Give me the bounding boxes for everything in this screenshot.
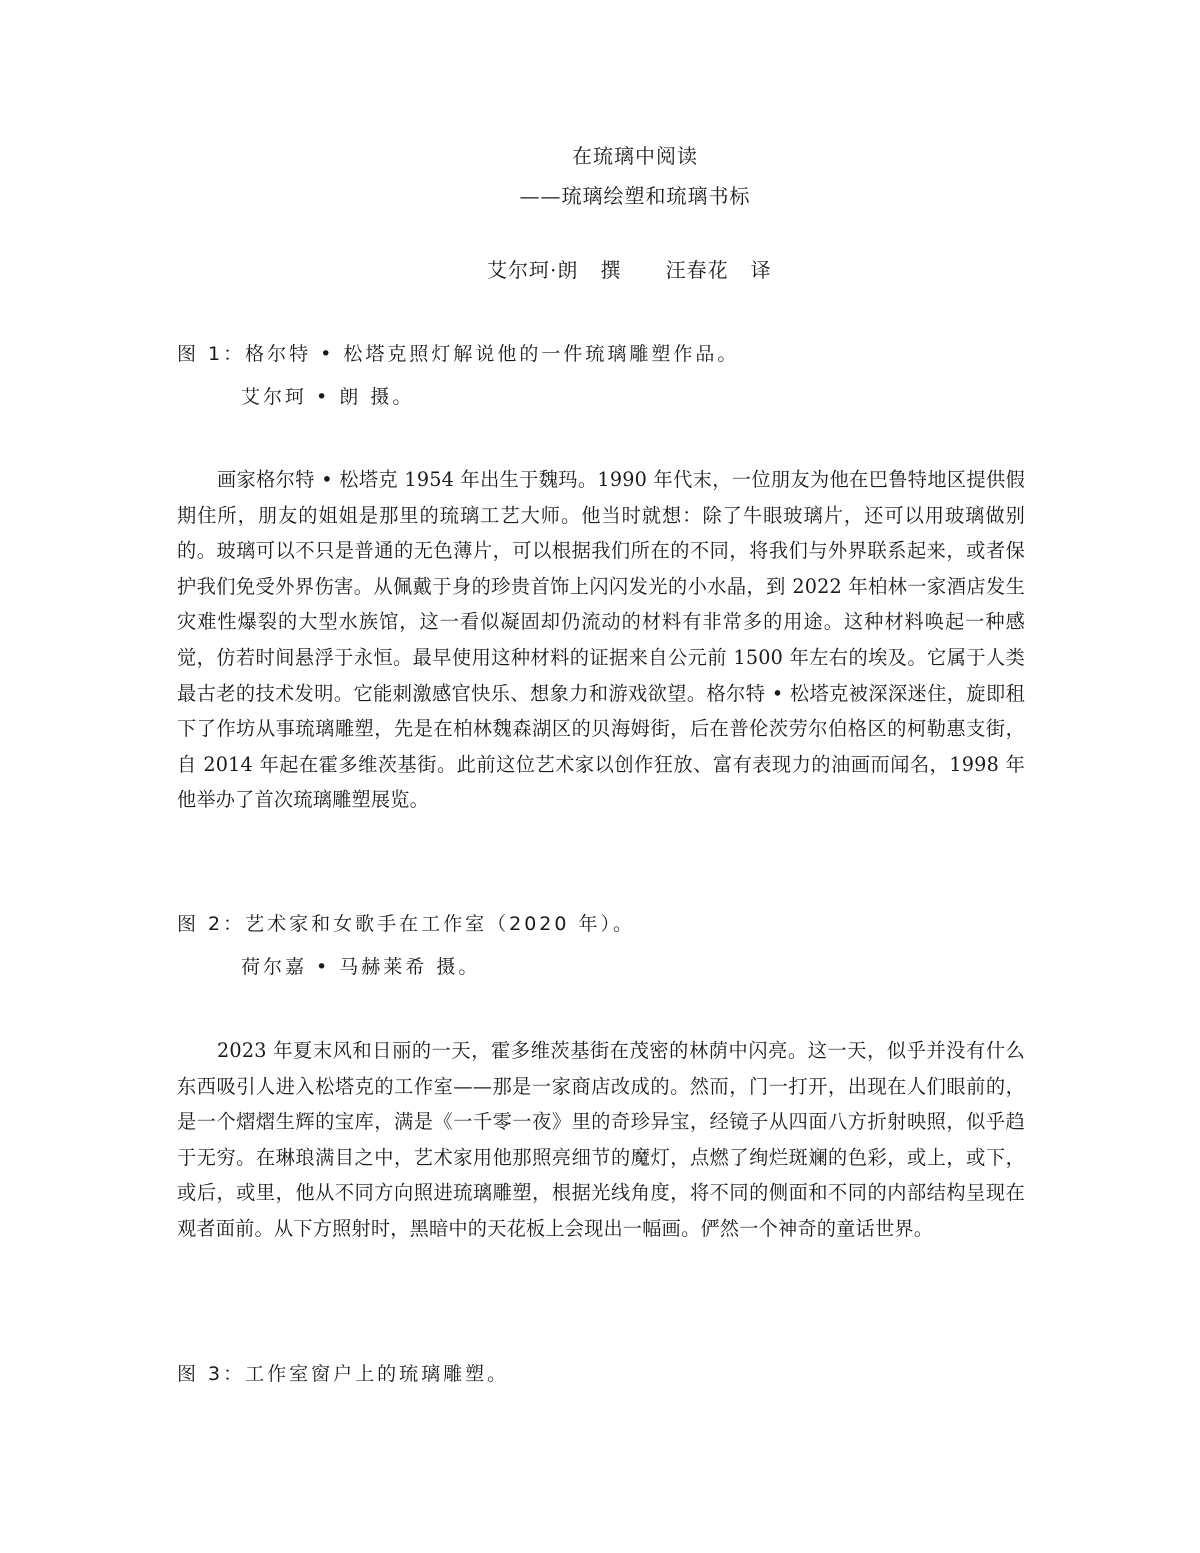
figure-2-caption: 图 2：艺术家和女歌手在工作室（2020 年）。 bbox=[177, 913, 636, 935]
figure-1-caption: 图 1：格尔特 • 松塔克照灯解说他的一件琉璃雕塑作品。 bbox=[177, 343, 740, 365]
figure-3-caption: 图 3：工作室窗户上的琉璃雕塑。 bbox=[177, 1363, 510, 1385]
body-paragraph-1: 画家格尔特 • 松塔克 1954 年出生于魏玛。1990 年代末，一位朋友为他在巴鲁特地区提供假期住所，朋友的姐姐是那里的琉璃工艺大师。他当时就想：除了牛眼玻璃片，还可以用玻璃做别的。玻璃可以不只是普通的无色薄片，可以根据我们所在的不同，将我们与外界联系起来，或者保护我们免受外界伤害。从佩戴于身的珍贵首饰上闪闪发光的小水晶，到 2022 年柏林一家酒店发生灾难性爆裂的大型水族馆，这一看似凝固却仍流动的材料有非常多的用途。这种材料唤起一种感觉，仿若时间悬浮于永恒。最早使用这种材料的证据来自公元前 1500 年左右的埃及。它属于人类最古老的技术发明。它能刺激感官快乐、想象力和游戏欲望。格尔特 • 松塔克被深深迷住，旋即租下了作坊从事琉璃雕塑，先是在柏林魏森湖区的贝海姆街，后在普伦茨劳尔伯格区的柯勒惠支街，自 2014 年起在霍多维茨基街。此前这位艺术家以创作狂放、富有表现力的油画而闻名，1998 年他举办了首次琉璃雕塑展览。 bbox=[177, 468, 1025, 812]
figure-1-credit: 艾尔珂 • 朗 摄。 bbox=[241, 386, 415, 408]
article-title: 在琉璃中阅读 bbox=[572, 144, 698, 168]
figure-2-credit: 荷尔嘉 • 马赫莱希 摄。 bbox=[241, 956, 481, 978]
author-translator-line: 艾尔珂·朗 撰 汪春花 译 bbox=[487, 258, 772, 282]
body-paragraph-2: 2023 年夏末风和日丽的一天，霍多维茨基街在茂密的林荫中闪亮。这一天，似乎并没有什么东西吸引人进入松塔克的工作室——那是一家商店改成的。然而，门一打开，出现在人们眼前的，是一个熠熠生辉的宝库，满是《一千零一夜》里的奇珍异宝，经镜子从四面八方折射映照，似乎趋于无穷。在琳琅满目之中，艺术家用他那照亮细节的魔灯，点燃了绚烂斑斓的色彩，或上，或下，或后，或里，他从不同方向照进琉璃雕塑，根据光线角度，将不同的侧面和不同的内部结构呈现在观者面前。从下方照射时，黑暗中的天花板上会现出一幅画。俨然一个神奇的童话世界。 bbox=[177, 1039, 1025, 1240]
article-subtitle: ——琉璃绘塑和琉璃书标 bbox=[519, 184, 751, 208]
